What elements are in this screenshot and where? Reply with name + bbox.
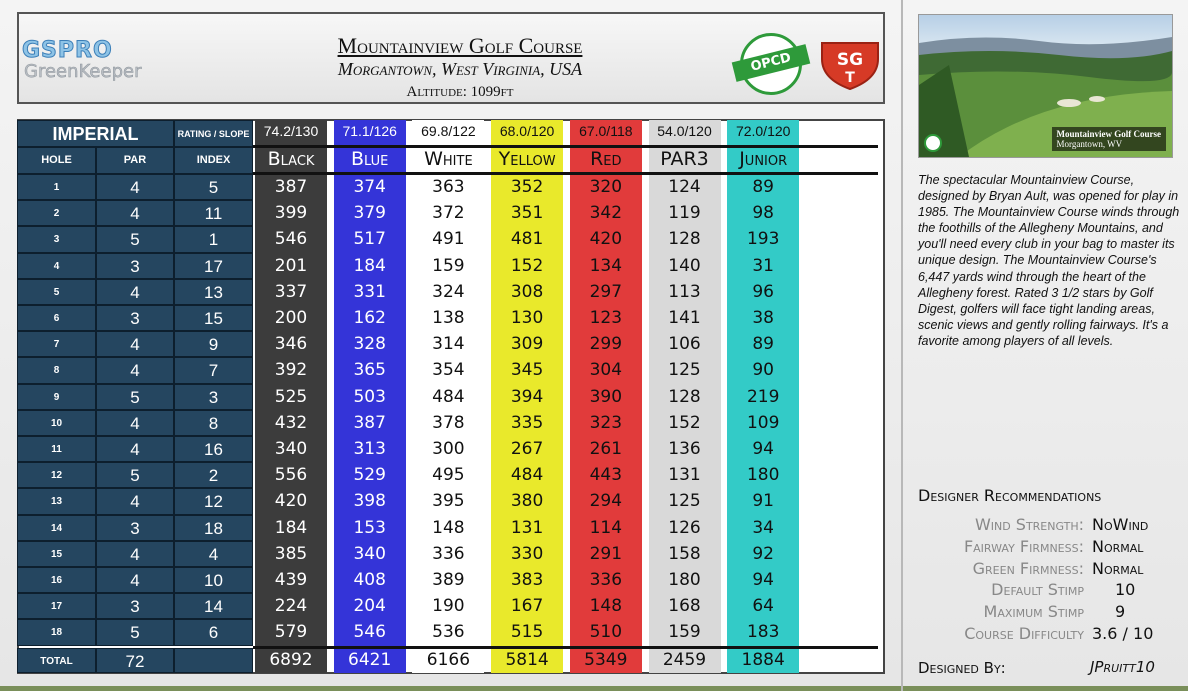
hole-yardage: 351 (510, 203, 544, 224)
hole-par: 4 (96, 200, 174, 226)
hole-yardage: 379 (353, 203, 386, 224)
hole-number: 1 (17, 174, 96, 200)
sgt-shield-icon (819, 39, 881, 91)
hole-index: 10 (174, 567, 253, 593)
recommendation-value: 9 (1115, 602, 1126, 622)
hole-yardage: 267 (510, 439, 544, 459)
hole-yardage: 119 (668, 203, 701, 224)
hole-yardage: 123 (589, 308, 623, 328)
hole-yardage: 481 (510, 229, 544, 250)
tee-rating: 74.2/130 (263, 123, 319, 139)
hole-number: 10 (17, 410, 96, 436)
hole-yardage: 168 (668, 596, 701, 617)
hole-yardage: 294 (589, 491, 623, 512)
hole-yardage: 439 (274, 570, 308, 590)
recommendations-title: Designer Recommendations (918, 486, 1102, 505)
hole-yardage: 109 (746, 412, 780, 433)
hole-number: 2 (17, 200, 96, 226)
tee-total: 6421 (348, 650, 392, 670)
recommendation-label: Default Stimp (991, 580, 1084, 600)
hole-yardage: 304 (589, 360, 623, 381)
hole-yardage: 92 (752, 543, 774, 564)
hole-yardage: 138 (432, 308, 465, 328)
hole-yardage: 432 (274, 412, 308, 433)
hole-yardage: 184 (353, 255, 386, 276)
hole-yardage: 200 (274, 308, 308, 328)
hole-yardage: 126 (668, 517, 701, 538)
hole-index: 17 (174, 253, 253, 279)
hole-par: 3 (96, 593, 174, 619)
hole-yardage: 31 (752, 255, 774, 276)
hole-yardage: 352 (510, 177, 544, 197)
tee-total: 5814 (505, 650, 549, 670)
hole-yardage: 389 (432, 570, 465, 590)
hole-yardage: 91 (752, 491, 774, 512)
hole-yardage: 536 (432, 622, 465, 643)
hole-yardage: 162 (353, 308, 386, 328)
hole-yardage: 134 (589, 255, 623, 276)
hole-yardage: 106 (668, 334, 701, 355)
hole-yardage: 131 (510, 517, 544, 538)
recommendation-value: 10 (1115, 580, 1136, 600)
par-total: 72 (96, 648, 174, 673)
hole-par: 5 (96, 384, 174, 410)
hole-yardage: 443 (589, 465, 623, 486)
tee-total: 5349 (584, 650, 628, 670)
hole-yardage: 340 (353, 543, 386, 564)
hole-yardage: 261 (589, 439, 623, 459)
hole-yardage: 374 (353, 177, 386, 197)
hole-yardage: 136 (668, 439, 701, 459)
hole-yardage: 167 (510, 596, 544, 617)
hole-yardage: 484 (510, 465, 544, 486)
hole-yardage: 38 (752, 308, 774, 328)
hole-par: 3 (96, 253, 174, 279)
hole-yardage: 148 (432, 517, 465, 538)
hole-yardage: 128 (668, 386, 701, 407)
course-name: Mountainview Golf Course (337, 33, 583, 58)
hole-yardage: 98 (752, 203, 774, 224)
hole-yardage: 140 (668, 255, 701, 276)
hole-yardage: 484 (432, 386, 465, 407)
hole-par: 3 (96, 305, 174, 331)
hole-yardage: 324 (432, 281, 465, 302)
hole-yardage: 517 (353, 229, 386, 250)
hole-yardage: 201 (274, 255, 308, 276)
svg-text:T: T (845, 70, 855, 86)
recommendation-label: Wind Strength: (974, 515, 1084, 534)
panel-divider (901, 0, 903, 691)
total-label: TOTAL (17, 648, 96, 673)
tee-name: Black (267, 148, 315, 170)
hole-number: 4 (17, 253, 96, 279)
hole-yardage: 128 (668, 229, 701, 250)
hole-yardage: 180 (668, 570, 701, 590)
hole-yardage: 323 (589, 412, 623, 433)
greenkeeper-logo: GreenKeeper (24, 61, 142, 82)
hole-yardage: 204 (353, 596, 386, 617)
tee-rating: 71.1/126 (342, 123, 397, 139)
hole-par: 4 (96, 174, 174, 200)
hole-yardage: 96 (752, 281, 774, 302)
hole-yardage: 158 (668, 543, 701, 564)
hole-yardage: 190 (432, 596, 465, 617)
hole-yardage: 300 (432, 439, 465, 459)
course-description: The spectacular Mountainview Course, designed by Bryan Ault, was opened for play in 1985. The Mountainview Course winds through the foothills of the Allegheny Mountains, and you'll need every club in your bag to master its unique design. The Mountainview Course's 6,447 yards wind through the heart of the Allegheny forest. Rated 3 1/2 stars by Golf Digest, golfers will face tight landing areas, scenic views and gently rolling fairways. It's a favorite among players of all levels. (918, 173, 1180, 348)
course-altitude: Altitude: 1099ft (406, 84, 514, 100)
designer-name: JPruitt10 (1090, 658, 1155, 676)
hole-yardage: 89 (752, 177, 774, 197)
hole-par: 4 (96, 410, 174, 436)
hole-yardage: 320 (589, 177, 623, 197)
par-header: PAR (96, 147, 174, 174)
hole-yardage: 399 (274, 203, 308, 224)
hole-yardage: 525 (274, 386, 308, 407)
tee-name: Junior (739, 148, 788, 170)
hole-par: 4 (96, 567, 174, 593)
hole-yardage: 141 (668, 308, 701, 328)
hole-index: 6 (174, 619, 253, 645)
hole-yardage: 148 (589, 596, 623, 617)
hole-yardage: 331 (353, 281, 386, 302)
hole-yardage: 183 (746, 622, 780, 643)
hole-yardage: 385 (274, 543, 308, 564)
hole-yardage: 390 (589, 386, 623, 407)
hole-yardage: 491 (432, 229, 465, 250)
hole-yardage: 152 (510, 255, 544, 276)
hole-number: 12 (17, 462, 96, 488)
hole-yardage: 378 (432, 412, 465, 433)
hole-yardage: 124 (668, 177, 701, 197)
recommendation-label: Fairway Firmness: (963, 536, 1084, 556)
hole-index: 9 (174, 331, 253, 357)
hole-yardage: 420 (274, 491, 308, 512)
recommendation-value: 3.6 / 10 (1092, 624, 1154, 643)
hole-yardage: 131 (668, 465, 701, 486)
opcd-logo: OPCD (732, 44, 811, 82)
hole-number: 7 (17, 331, 96, 357)
hole-yardage: 113 (668, 281, 701, 302)
hole-yardage: 184 (274, 517, 308, 538)
hole-index: 3 (174, 384, 253, 410)
hole-number: 8 (17, 357, 96, 383)
hole-index: 18 (174, 515, 253, 541)
hole-yardage: 515 (510, 622, 544, 643)
hole-index: 8 (174, 410, 253, 436)
designed-by-label: Designed By: (918, 659, 1006, 677)
hole-yardage: 308 (510, 281, 544, 302)
hole-number: 3 (17, 226, 96, 252)
hole-yardage: 337 (274, 281, 308, 302)
hole-yardage: 342 (589, 203, 623, 224)
hole-par: 3 (96, 515, 174, 541)
header-rule-bottom (253, 172, 878, 175)
hole-number: 15 (17, 541, 96, 567)
hole-par: 4 (96, 331, 174, 357)
hole-index: 15 (174, 305, 253, 331)
hole-yardage: 159 (432, 255, 465, 276)
hole-yardage: 219 (746, 386, 780, 407)
hole-number: 9 (17, 384, 96, 410)
hole-yardage: 153 (353, 517, 386, 538)
hole-yardage: 346 (274, 334, 308, 355)
recommendation-label: Course Difficulty (964, 624, 1084, 643)
hole-number: 13 (17, 488, 96, 514)
hole-yardage: 314 (432, 334, 465, 355)
hole-number: 16 (17, 567, 96, 593)
rating-slope-header: RATING / SLOPE (174, 120, 253, 147)
hole-yardage: 394 (510, 386, 544, 407)
hole-yardage: 363 (432, 177, 465, 197)
course-photo (918, 14, 1173, 158)
hole-yardage: 510 (589, 622, 623, 643)
hole-yardage: 114 (589, 517, 623, 538)
hole-par: 4 (96, 488, 174, 514)
hole-yardage: 408 (353, 570, 386, 590)
hole-yardage: 297 (589, 281, 623, 302)
hole-number: 18 (17, 619, 96, 645)
tee-total: 1884 (741, 650, 785, 670)
svg-text:SG: SG (836, 50, 864, 70)
hole-yardage: 130 (510, 308, 544, 328)
hole-index: 7 (174, 357, 253, 383)
index-total-blank (174, 648, 253, 673)
hole-index: 2 (174, 462, 253, 488)
hole-yardage: 330 (510, 543, 544, 564)
hole-yardage: 180 (746, 465, 780, 486)
hole-yardage: 34 (752, 517, 774, 538)
hole-par: 4 (96, 279, 174, 305)
tee-name: Red (590, 148, 622, 170)
units-header: IMPERIAL (17, 120, 174, 147)
tee-name: PAR3 (660, 148, 709, 170)
tee-rating: 72.0/120 (735, 123, 791, 139)
hole-index: 11 (174, 200, 253, 226)
course-location: Morgantown, West Virginia, USA (337, 59, 583, 79)
hole-index: 1 (174, 226, 253, 252)
hole-yardage: 392 (274, 360, 308, 381)
hole-yardage: 335 (510, 412, 544, 433)
hole-index: 4 (174, 541, 253, 567)
hole-number: 6 (17, 305, 96, 331)
recommendation-label: Green Firmness: (972, 558, 1084, 578)
hole-yardage: 556 (274, 465, 308, 486)
hole-yardage: 495 (432, 465, 465, 486)
hole-yardage: 299 (589, 334, 623, 355)
recommendation-value: Normal (1092, 536, 1144, 556)
recommendation-value: Normal (1092, 558, 1144, 578)
hole-yardage: 94 (752, 570, 774, 590)
hole-index: 5 (174, 174, 253, 200)
tee-rating: 54.0/120 (657, 123, 712, 139)
hole-yardage: 395 (432, 491, 465, 512)
hole-yardage: 125 (668, 491, 701, 512)
hole-number: 14 (17, 515, 96, 541)
hole-par: 4 (96, 436, 174, 462)
hole-yardage: 372 (432, 203, 465, 224)
hole-index: 13 (174, 279, 253, 305)
header-rule-top (253, 145, 878, 148)
hole-par: 4 (96, 541, 174, 567)
hole-number: 17 (17, 593, 96, 619)
tee-rating: 68.0/120 (499, 123, 555, 139)
recommendation-value: NoWind (1092, 515, 1149, 534)
hole-yardage: 336 (432, 543, 465, 564)
grass-strip (0, 686, 1188, 691)
tee-name: White (424, 148, 473, 170)
hole-index: 14 (174, 593, 253, 619)
hole-number: 5 (17, 279, 96, 305)
hole-yardage: 398 (353, 491, 386, 512)
gspro-logo: GSPRO (22, 38, 113, 63)
hole-yardage: 152 (668, 412, 701, 433)
hole-yardage: 365 (353, 360, 386, 381)
hole-yardage: 420 (589, 229, 623, 250)
hole-yardage: 125 (668, 360, 701, 381)
hole-yardage: 328 (353, 334, 386, 355)
hole-yardage: 387 (274, 177, 308, 197)
tee-rating: 67.0/118 (579, 123, 633, 139)
total-rule (253, 646, 878, 649)
index-header: INDEX (174, 147, 253, 174)
hole-yardage: 546 (353, 622, 386, 643)
hole-yardage: 340 (274, 439, 308, 459)
tee-total: 6892 (269, 650, 313, 670)
tee-rating: 69.8/122 (421, 123, 476, 139)
hole-yardage: 529 (353, 465, 386, 486)
hole-yardage: 503 (353, 386, 386, 407)
hole-yardage: 89 (752, 334, 774, 355)
photo-caption (1052, 127, 1167, 151)
hole-yardage: 64 (752, 596, 774, 617)
hole-index: 12 (174, 488, 253, 514)
hole-par: 5 (96, 462, 174, 488)
hole-yardage: 354 (432, 360, 465, 381)
hole-yardage: 90 (752, 360, 774, 381)
hole-index: 16 (174, 436, 253, 462)
hole-yardage: 94 (752, 439, 774, 459)
hole-yardage: 383 (510, 570, 544, 590)
tee-name: Yellow (498, 148, 556, 170)
tee-total: 6166 (426, 650, 471, 670)
hole-yardage: 224 (274, 596, 308, 617)
tee-name: Blue (351, 148, 389, 170)
hole-yardage: 336 (589, 570, 623, 590)
hole-yardage: 313 (353, 439, 386, 459)
hole-par: 5 (96, 226, 174, 252)
tee-total: 2459 (662, 650, 707, 670)
hole-header: HOLE (17, 147, 96, 174)
hole-yardage: 546 (274, 229, 308, 250)
hole-yardage: 159 (668, 622, 701, 643)
hole-yardage: 387 (353, 412, 386, 433)
hole-yardage: 309 (510, 334, 544, 355)
photo-caption-location: Morgantown, WV (1056, 139, 1123, 149)
hole-yardage: 345 (510, 360, 544, 381)
hole-number: 11 (17, 436, 96, 462)
photo-caption-name: Mountainview Golf Course (1056, 129, 1161, 139)
hole-par: 4 (96, 357, 174, 383)
hole-yardage: 291 (589, 543, 623, 564)
recommendation-label: Maximum Stimp (983, 602, 1084, 622)
hole-par: 5 (96, 619, 174, 645)
hole-yardage: 380 (510, 491, 544, 512)
hole-yardage: 579 (274, 622, 308, 643)
hole-yardage: 193 (746, 229, 780, 250)
